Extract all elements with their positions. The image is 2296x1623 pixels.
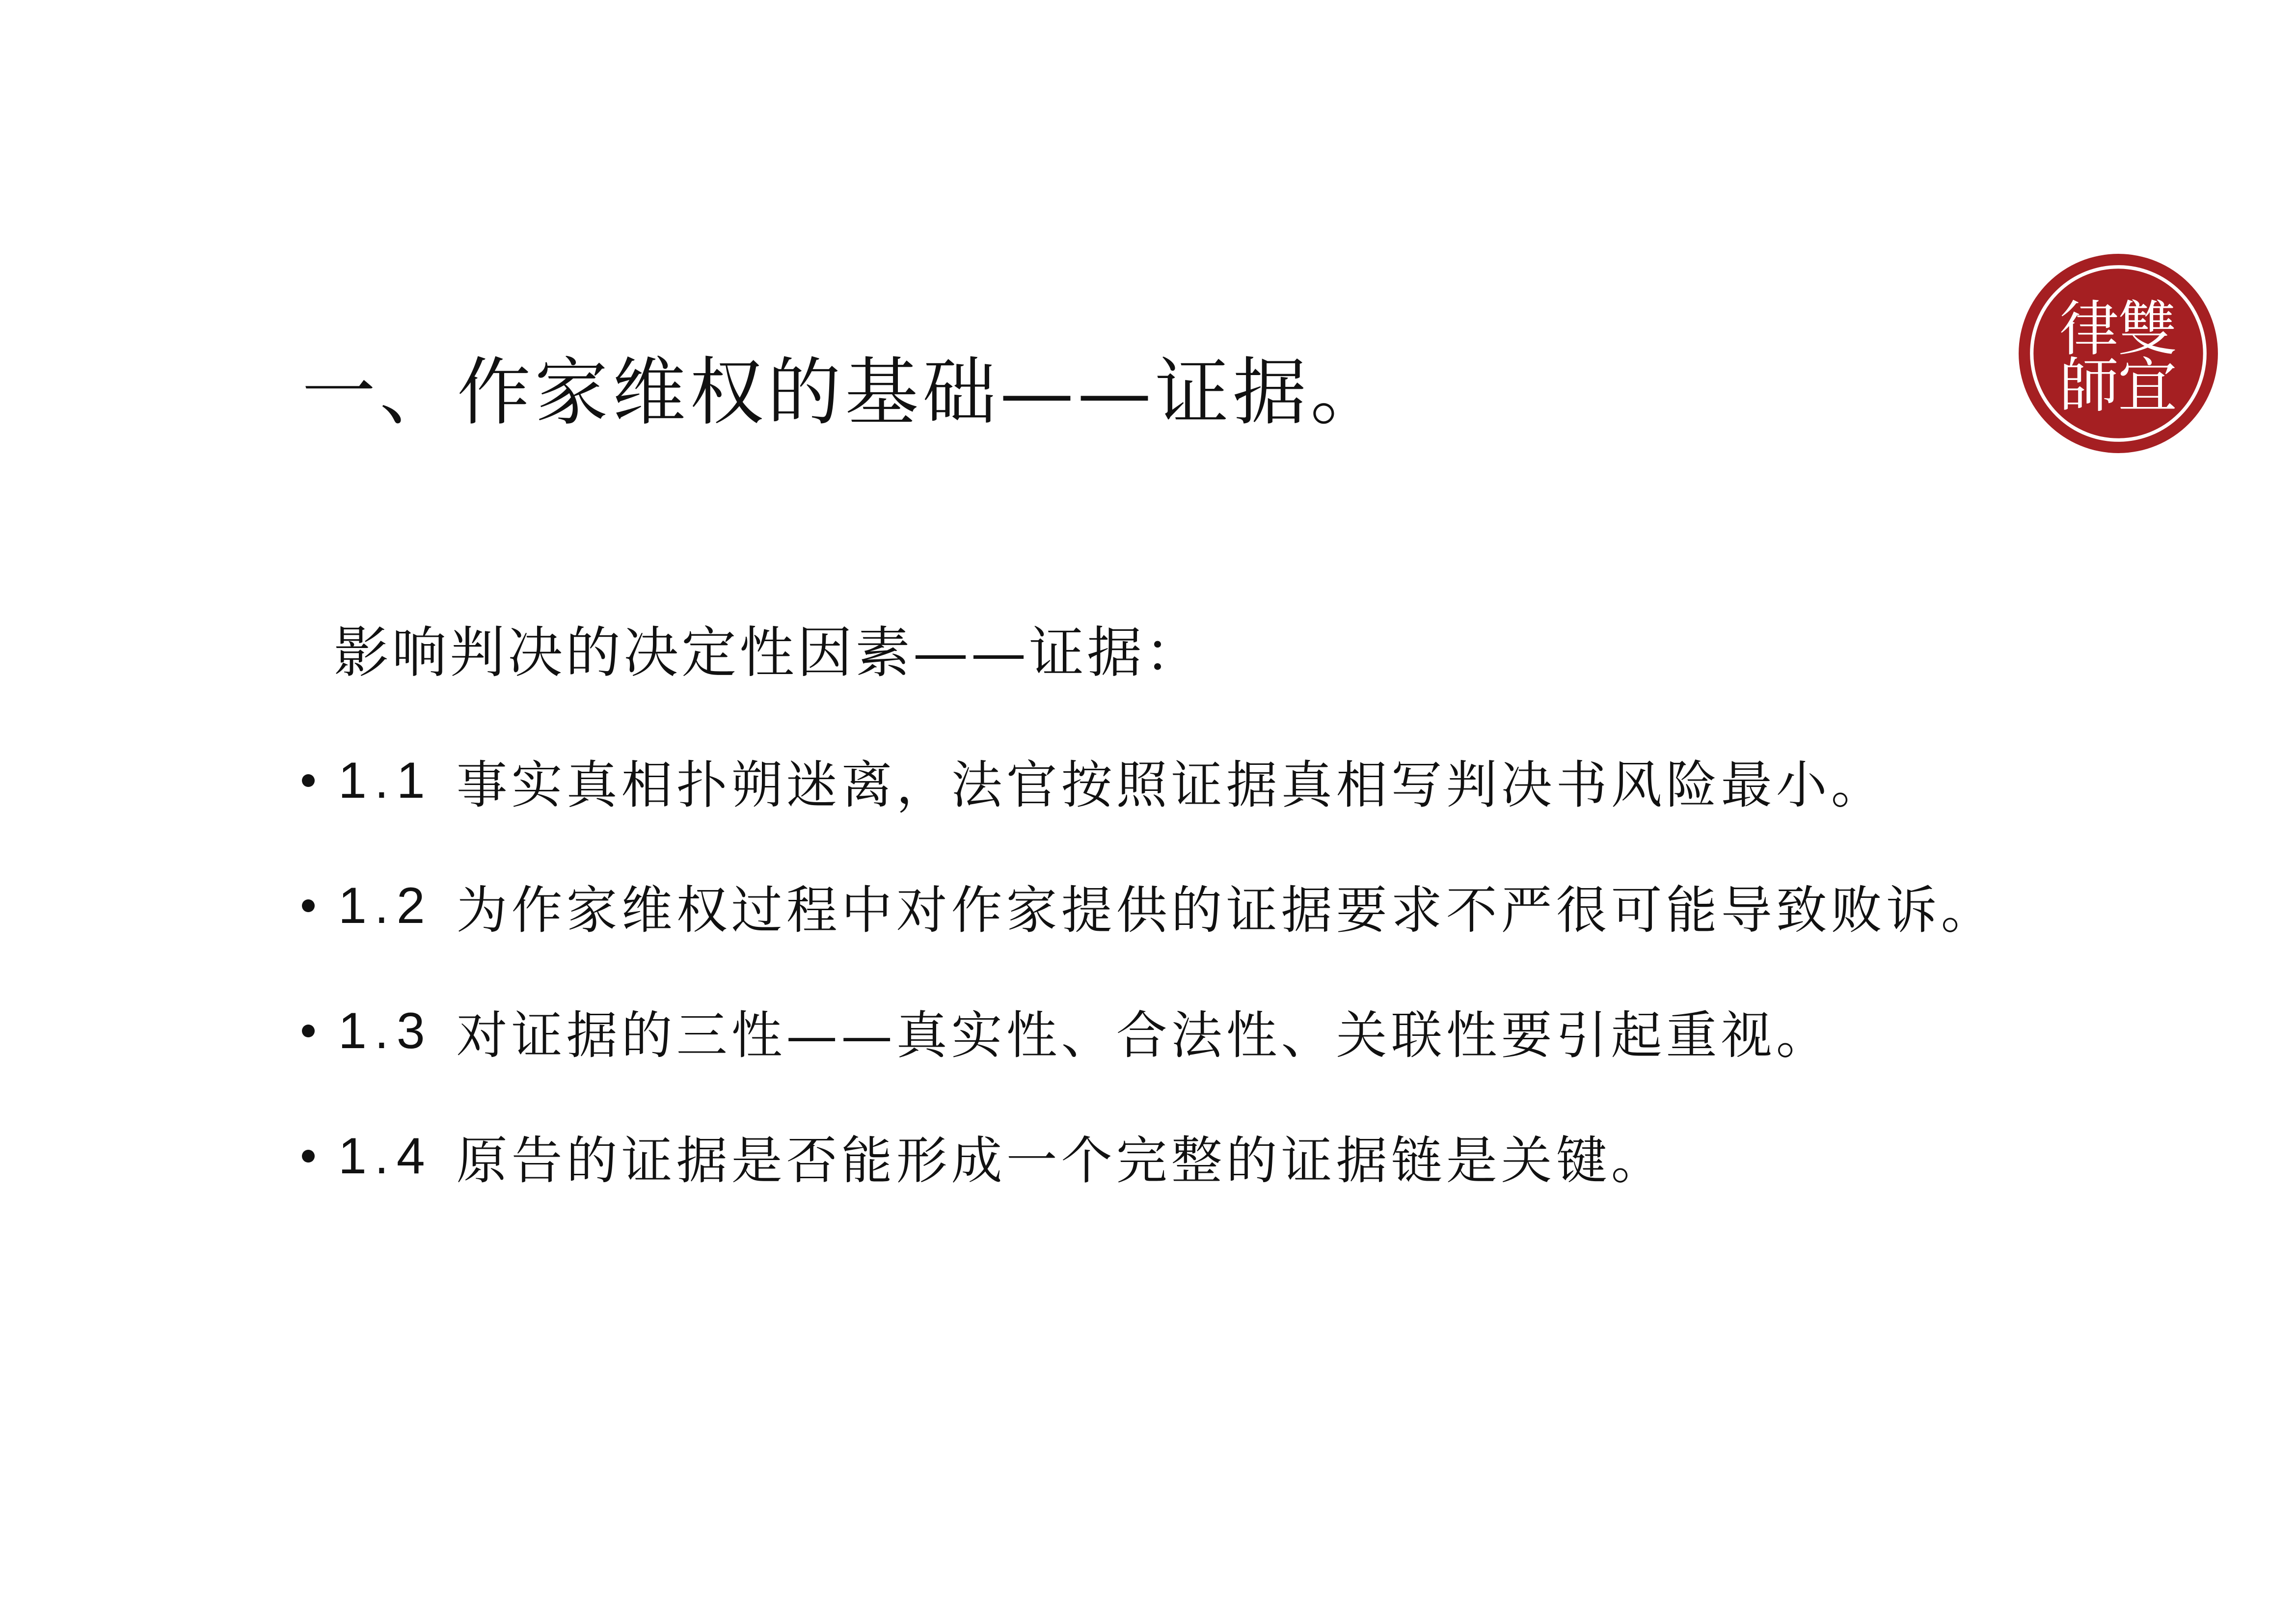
slide-subtitle: 影响判决的决定性因素——证据： [334, 621, 1203, 685]
bullet-item [302, 869, 1996, 943]
seal-characters [2059, 295, 2177, 421]
slide-title: 一、作家维权的基础——证据。 [302, 350, 1388, 435]
bullet-dot-icon [302, 1150, 315, 1163]
bullet-number: 1.3 [338, 1002, 433, 1059]
bullet-number: 1.2 [338, 877, 433, 934]
bullet-text: 为作家维权过程中对作家提供的证据要求不严很可能导致败诉。 [456, 880, 1996, 940]
seal-char: 律 [2059, 294, 2119, 364]
seal-char: 雙 [2117, 294, 2177, 364]
law-firm-seal-logo [2018, 253, 2219, 454]
bullet-dot-icon [302, 899, 315, 912]
bullet-item [302, 994, 1996, 1068]
bullet-text: 对证据的三性——真实性、合法性、关联性要引起重视。 [456, 1005, 1831, 1065]
bullet-item [302, 1119, 1996, 1193]
seal-char: 宜 [2117, 351, 2177, 421]
bullet-number: 1.4 [338, 1127, 433, 1185]
bullet-number: 1.1 [338, 752, 433, 809]
bullet-dot-icon [302, 1025, 315, 1037]
bullet-text: 原告的证据是否能形成一个完整的证据链是关键。 [456, 1131, 1666, 1190]
bullet-text: 事实真相扑朔迷离，法官按照证据真相写判决书风险最小。 [456, 755, 1886, 815]
bullet-dot-icon [302, 774, 315, 787]
seal-char: 師 [2059, 351, 2119, 421]
bullet-list [302, 744, 1996, 1244]
bullet-item [302, 744, 1996, 817]
